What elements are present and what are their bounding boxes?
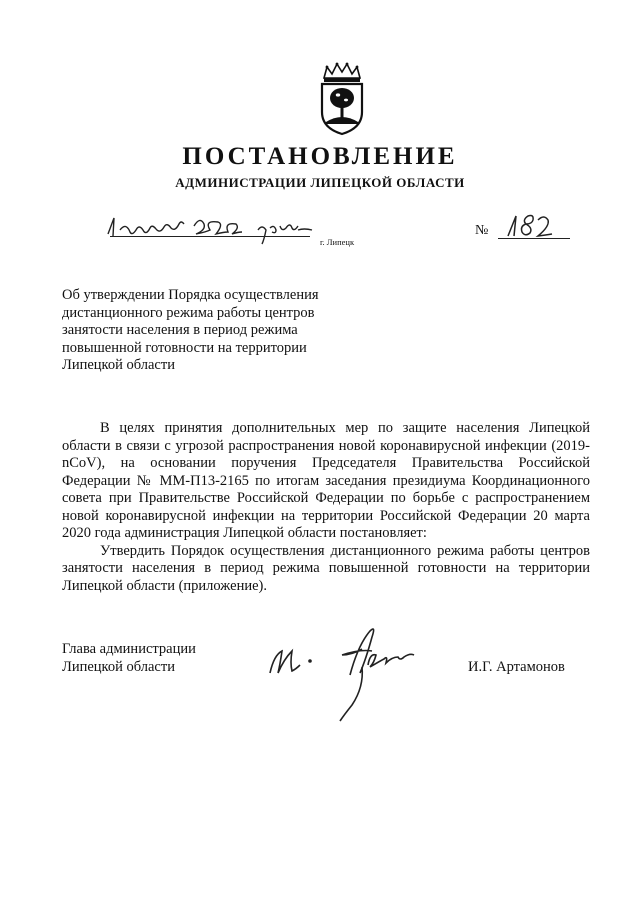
signatory-name: И.Г. Артамонов bbox=[468, 659, 565, 675]
number-underline bbox=[498, 238, 570, 239]
subject-line: Липецкой области bbox=[62, 357, 175, 373]
subject-line: занятости населения в период режима bbox=[62, 322, 298, 338]
signatory-position-line: Липецкой области bbox=[62, 658, 175, 675]
coat-of-arms-icon bbox=[318, 62, 366, 138]
document-title: ПОСТАНОВЛЕНИЕ bbox=[182, 143, 458, 170]
number-label: № bbox=[475, 223, 489, 238]
subject-line: дистанционного режима работы центров bbox=[62, 304, 315, 321]
handwritten-date bbox=[98, 212, 320, 246]
signatory-position bbox=[62, 641, 196, 676]
handwritten-signature bbox=[258, 615, 438, 725]
body-paragraph: В целях принятия дополнительных мер по защите населения Липецкой области в связи с угрозой распространения новой коронавирусной инфекции (2019-nCoV), на основании поручения Председателя Правительства Российской Федерации № ММ-П13-2165 по итогам заседания президиума Координационного совета при Правительстве Российской Федерации по борьбе с распространением новой коронавирусной инфекции на территории Российской Федерации 20 марта 2020 года администрация Липецкой области постановляет: bbox=[62, 420, 590, 541]
signatory-position-line: Глава администрации bbox=[62, 641, 196, 657]
body-paragraph: Утвердить Порядок осуществления дистанционного режима работы центров занятости населения в период режима повышенной готовности на территории Липецкой области (приложение). bbox=[62, 542, 590, 594]
subject-line: повышенной готовности на территории bbox=[62, 339, 307, 356]
city-label: г. Липецк bbox=[320, 237, 355, 247]
date-underline bbox=[110, 236, 310, 237]
document-subtitle: АДМИНИСТРАЦИИ ЛИПЕЦКОЙ ОБЛАСТИ bbox=[175, 175, 465, 190]
subject-line: Об утверждении Порядка осуществления bbox=[62, 287, 319, 303]
document-subject bbox=[62, 287, 342, 375]
document-body bbox=[62, 420, 590, 595]
